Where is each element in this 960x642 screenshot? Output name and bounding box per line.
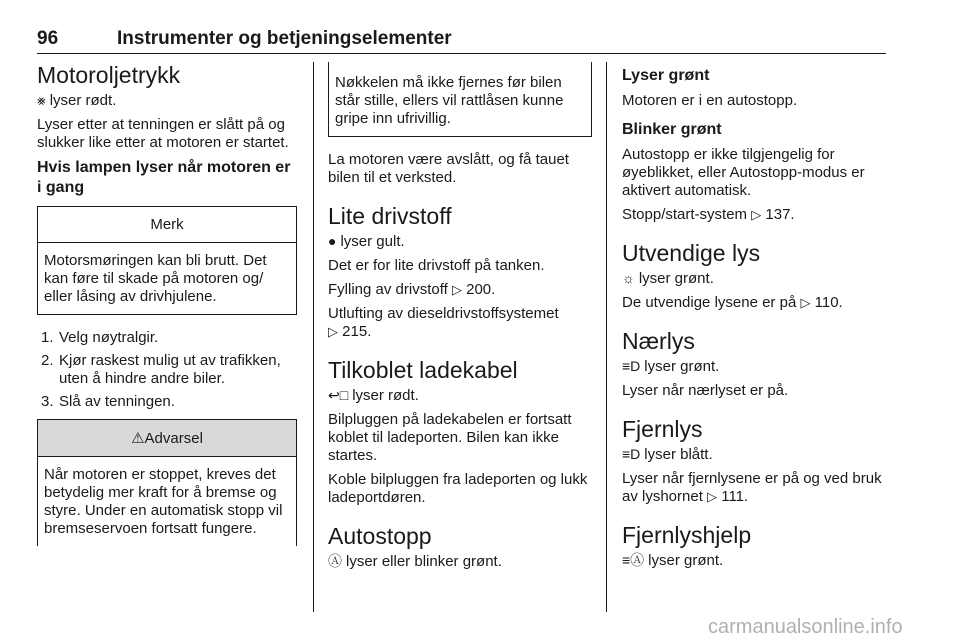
- section-title-low-beam: Nærlys: [622, 328, 695, 354]
- step-text: Kjør raskest mulig ut av trafikken, uten å hindre andre biler.: [59, 352, 281, 387]
- step-text: Velg nøytralgir.: [59, 329, 159, 346]
- page-header: [37, 28, 886, 54]
- page-ref-icon: ▷: [707, 489, 718, 504]
- autostop-indicator-text: lyser eller blinker grønt.: [346, 553, 502, 570]
- fuel-indicator-line: [328, 232, 592, 251]
- page-ref-icon: ▷: [800, 295, 811, 310]
- step-number: 1.: [41, 329, 54, 346]
- cable-indicator-line: [328, 386, 592, 405]
- ext-paragraph: [622, 294, 886, 312]
- assist-indicator-text: lyser grønt.: [648, 552, 724, 569]
- ext-ref[interactable]: 110.: [814, 294, 843, 311]
- assist-indicator-line: [622, 551, 886, 570]
- high-paragraph: [622, 470, 886, 506]
- oil-indicator-line: [37, 91, 297, 110]
- high-indicator-text: lyser blått.: [644, 446, 713, 463]
- green-paragraph: Motoren er i en autostopp.: [622, 92, 798, 109]
- stop-start-text: Stopp/start-system: [622, 206, 748, 223]
- ext-indicator-line: [622, 269, 886, 288]
- step-number: 3.: [41, 393, 54, 410]
- warning-body-continued: Nøkkelen må ikke fjernes før bilen står stille, ellers vil rattlåsen kunne gripe inn ufrivillig.: [335, 74, 564, 127]
- diesel-ref-page[interactable]: 215.: [342, 323, 372, 340]
- dot-icon: ●: [328, 233, 337, 249]
- warning-heading: [38, 420, 296, 457]
- subheading-lamp-on: Hvis lampen lyser når motoren er i gang: [37, 159, 291, 196]
- list-item: [37, 329, 297, 347]
- list-item: [37, 352, 297, 388]
- high-beam-assist-icon: ≡Ⓐ: [622, 552, 645, 568]
- warning-body: Når motoren er stoppet, kreves det betydelig mer kraft for å bremse og styre. Under en automatisk stopp vil bremseservoen fortsatt fungere.: [44, 466, 283, 537]
- low-beam-icon: ≡D: [622, 358, 641, 374]
- high-beam-icon: ≡D: [622, 446, 641, 462]
- page-ref-icon: ▷: [451, 282, 462, 297]
- list-item: [37, 393, 297, 411]
- fuel-paragraph-2: [328, 281, 592, 299]
- fuel-paragraph-3: [328, 305, 592, 341]
- section-title-autostop: Autostopp: [328, 523, 432, 549]
- fuel-paragraph-1: Det er for lite drivstoff på tanken.: [328, 257, 545, 274]
- section-title-oil-pressure: Motoroljetrykk: [37, 62, 181, 88]
- section-title-charging-cable: Tilkoblet ladekabel: [328, 357, 518, 383]
- stop-start-ref[interactable]: 137.: [765, 206, 795, 223]
- page-ref-icon: ▷: [328, 324, 338, 339]
- cable-paragraph-1: Bilpluggen på ladekabelen er fortsatt koblet til ladeporten. Bilen kan ikke startes.: [328, 411, 572, 464]
- low-paragraph: Lyser når nærlyset er på.: [622, 382, 789, 399]
- section-title-high-beam-assist: Fjernlyshjelp: [622, 522, 752, 548]
- section-title-exterior-lights: Utvendige lys: [622, 240, 761, 266]
- step-text: Slå av tenningen.: [59, 393, 175, 410]
- fuel-ref-page[interactable]: 200.: [466, 281, 496, 298]
- section-title-low-fuel: Lite drivstoff: [328, 203, 452, 229]
- page-number: 96: [37, 28, 59, 49]
- step-number: 2.: [41, 352, 54, 369]
- ext-text: De utvendige lysene er på: [622, 294, 797, 311]
- cable-paragraph-2: Koble bilpluggen fra ladeporten og lukk ladeportdøren.: [328, 471, 588, 506]
- step-list: [37, 329, 297, 411]
- diesel-ref-text: Utlufting av dieseldrivstoffsystemet: [328, 305, 559, 322]
- section-title-high-beam: Fjernlys: [622, 416, 703, 442]
- column-divider-2: [606, 62, 607, 612]
- autostop-indicator-line: [328, 552, 592, 571]
- watermark: carmanualsonline.info: [708, 616, 903, 638]
- subheading-blinking-green: Blinker grønt: [622, 121, 722, 138]
- note-body: Motorsmøringen kan bli brutt. Det kan føre til skade på motoren og/ eller låsing av drivhjulene.: [44, 252, 267, 305]
- cable-indicator-text: lyser rødt.: [352, 387, 419, 404]
- low-indicator-text: lyser grønt.: [644, 358, 720, 375]
- high-ref[interactable]: 111.: [721, 488, 749, 505]
- subheading-lit-green: Lyser grønt: [622, 67, 710, 84]
- tow-paragraph: La motoren være avslått, og få tauet bilen til et verksted.: [328, 151, 569, 186]
- low-indicator-line: [622, 357, 886, 376]
- exterior-light-icon: ☼: [622, 270, 635, 286]
- column-3: [622, 62, 886, 576]
- warning-triangle-icon: ⚠: [131, 430, 145, 447]
- note-heading: Merk: [38, 207, 296, 243]
- stop-start-paragraph: [622, 206, 886, 224]
- page-ref-icon: ▷: [751, 207, 762, 222]
- oil-indicator-text: lyser rødt.: [49, 92, 117, 109]
- plug-icon: ↩□: [328, 387, 349, 403]
- oil-can-icon: ⨳: [37, 92, 46, 108]
- warning-box-continued: [328, 62, 592, 137]
- ext-indicator-text: lyser grønt.: [638, 270, 714, 287]
- warning-heading-text: Advarsel: [144, 430, 203, 447]
- column-1: [37, 62, 297, 560]
- autostop-a-icon: Ⓐ: [328, 553, 342, 569]
- column-2: [328, 62, 592, 577]
- fuel-ref-text: Fylling av drivstoff: [328, 281, 448, 298]
- warning-box: [37, 419, 297, 546]
- chapter-title: Instrumenter og betjeningselementer: [117, 28, 452, 49]
- note-box: [37, 206, 297, 315]
- column-divider-1: [313, 62, 314, 612]
- fuel-indicator-text: lyser gult.: [340, 233, 405, 250]
- blink-paragraph: Autostopp er ikke tilgjengelig for øyeblikket, eller Autostopp-modus er aktivert automatisk.: [622, 146, 865, 199]
- high-indicator-line: [622, 445, 886, 464]
- high-text: Lyser når fjernlysene er på og ved bruk av lyshornet: [622, 470, 882, 505]
- oil-paragraph: Lyser etter at tenningen er slått på og slukker like etter at motoren er startet.: [37, 116, 289, 151]
